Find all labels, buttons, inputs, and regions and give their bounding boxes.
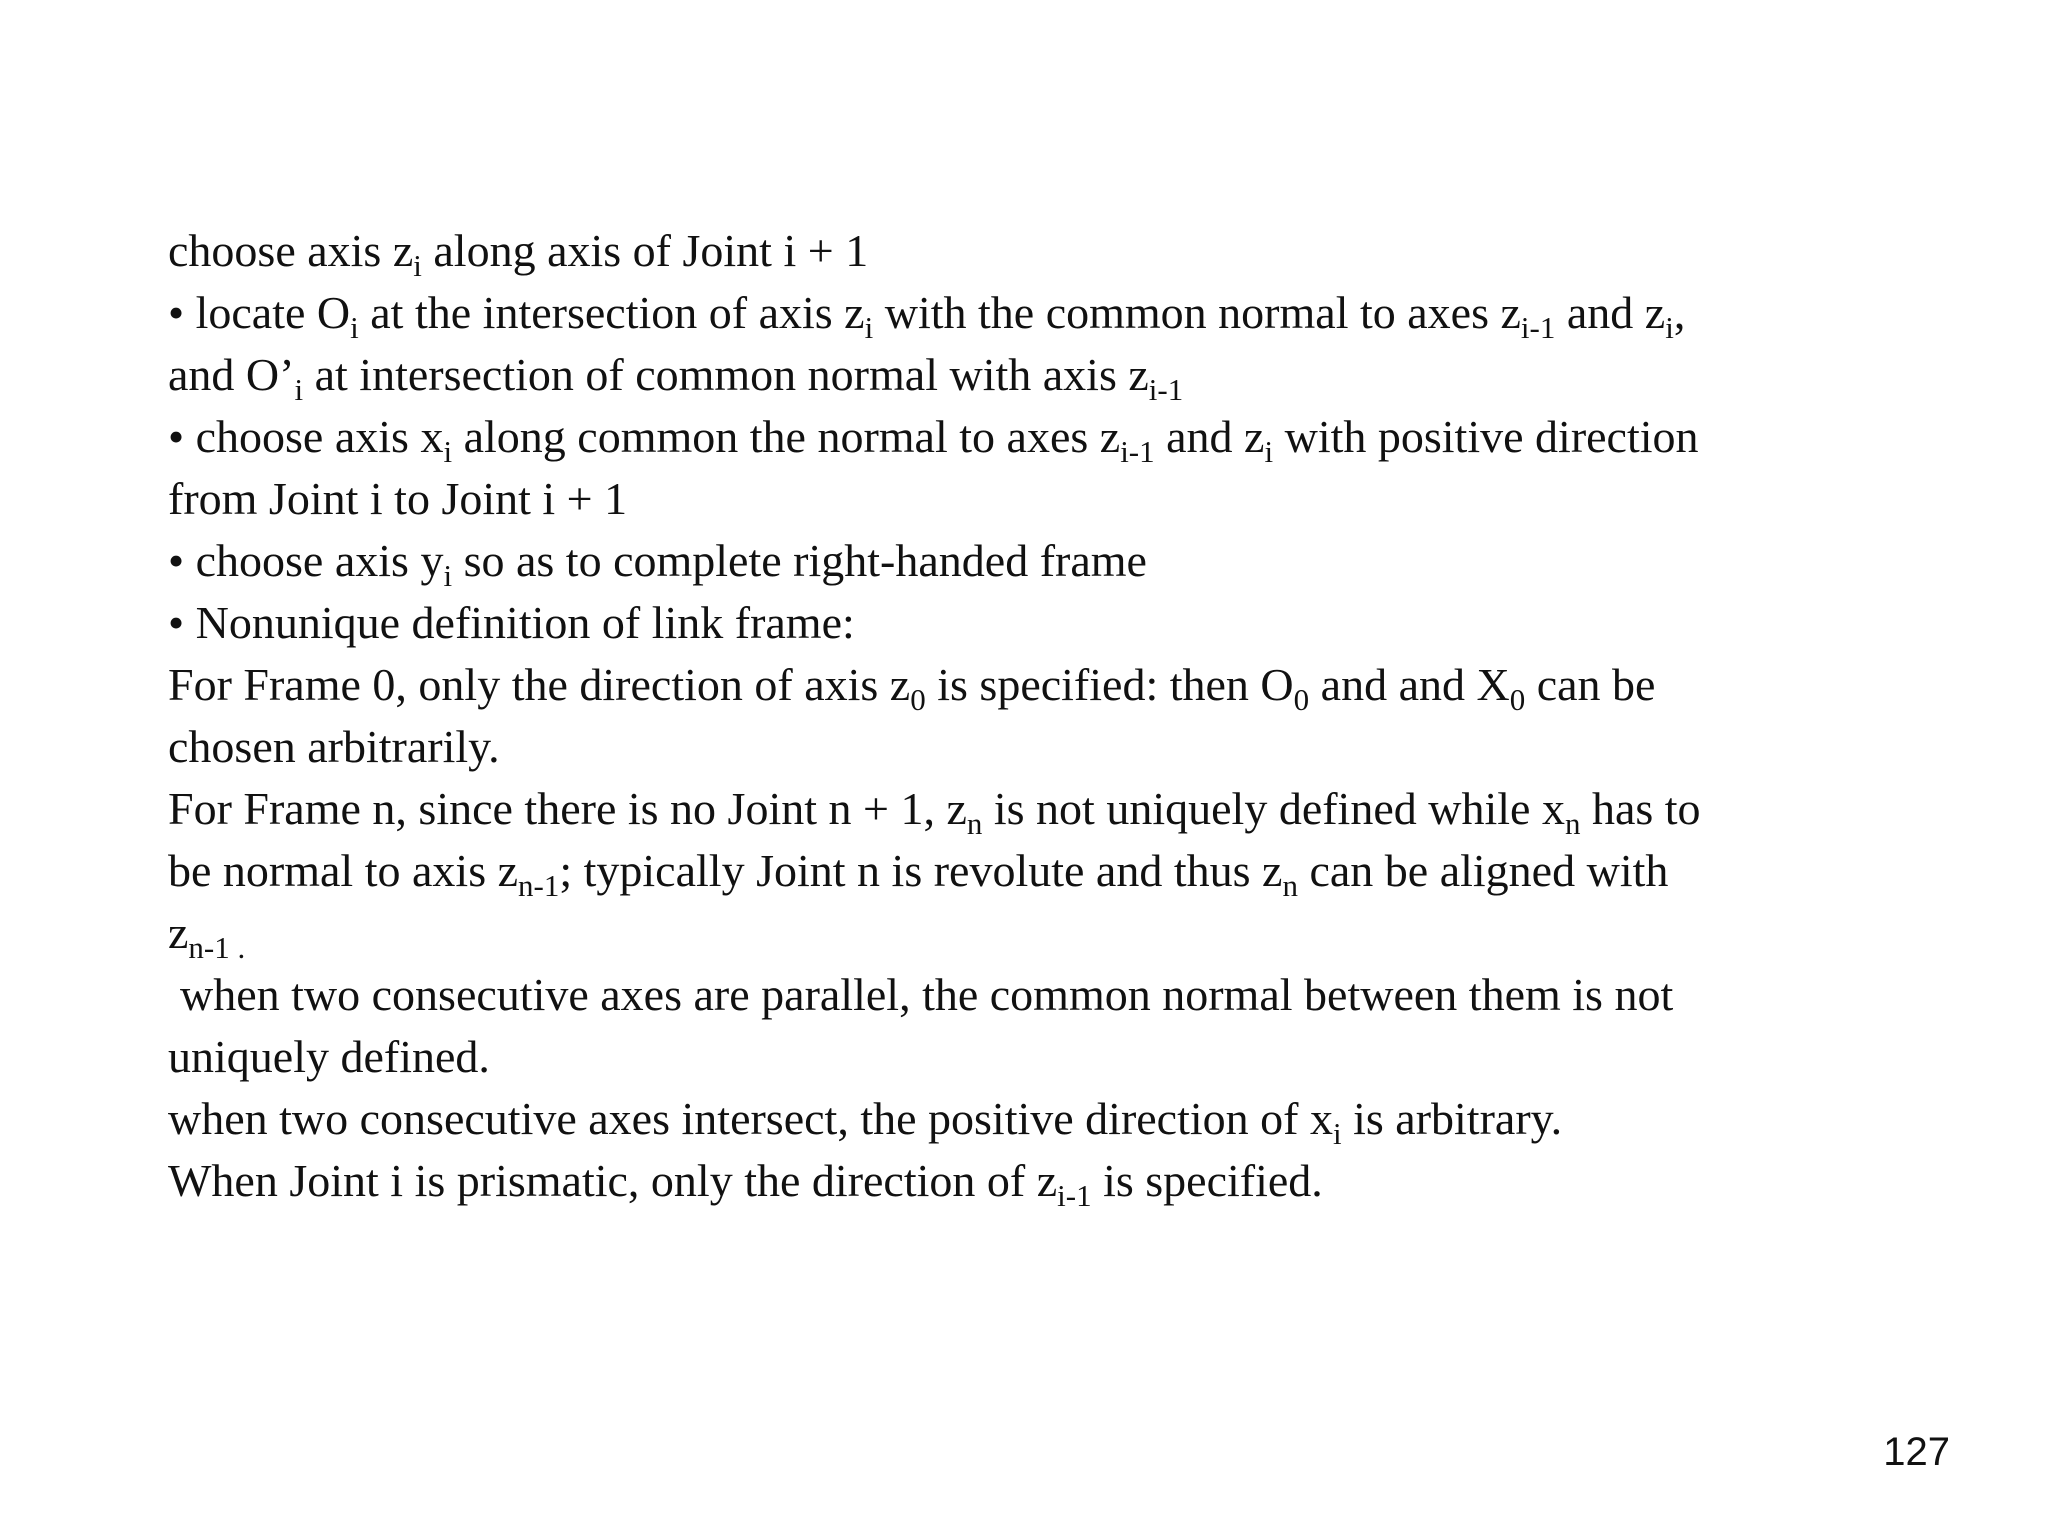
text-segment: is not uniquely defined while x: [982, 783, 1565, 834]
text-segment: from Joint i to Joint i + 1: [168, 473, 628, 524]
text-line-10: [168, 778, 1908, 840]
text-line-13: [168, 964, 1908, 1026]
text-line-3: [168, 344, 1908, 406]
text-line-9: [168, 716, 1908, 778]
text-line-8: [168, 654, 1908, 716]
text-segment: and z: [1555, 287, 1666, 338]
text-segment: when two consecutive axes intersect, the positive direction of x: [168, 1093, 1333, 1144]
slide-body-text: [168, 220, 1908, 1212]
text-segment: is specified.: [1091, 1155, 1323, 1206]
text-line-1: [168, 220, 1908, 282]
text-line-14: [168, 1026, 1908, 1088]
subscript: i: [1332, 1116, 1342, 1151]
subscript: i-1: [1148, 372, 1184, 407]
text-line-12: [168, 902, 1908, 964]
text-line-15: [168, 1088, 1908, 1150]
subscript: i: [1264, 434, 1274, 469]
text-segment: When Joint i is prismatic, only the direction of z: [168, 1155, 1058, 1206]
subscript: i: [443, 434, 453, 469]
subscript: i-1: [1520, 310, 1556, 345]
text-segment: has to: [1580, 783, 1701, 834]
text-segment: with positive direction: [1273, 411, 1699, 462]
subscript: i: [864, 310, 874, 345]
text-line-16: [168, 1150, 1908, 1212]
text-segment: and and X: [1309, 659, 1510, 710]
subscript: n: [1282, 868, 1298, 903]
text-line-11: [168, 840, 1908, 902]
text-segment: at the intersection of axis z: [358, 287, 865, 338]
text-segment: and z: [1154, 411, 1265, 462]
text-segment: choose axis z: [168, 225, 414, 276]
text-segment: be normal to axis z: [168, 845, 519, 896]
text-segment: uniquely defined.: [168, 1031, 490, 1082]
subscript: i: [1665, 310, 1674, 345]
text-segment: so as to complete right-handed frame: [452, 535, 1147, 586]
text-segment: ; typically Joint n is revolute and thus z: [559, 845, 1283, 896]
subscript: i-1: [1120, 434, 1155, 469]
subscript: 0: [1509, 682, 1526, 717]
text-segment: ,: [1673, 287, 1686, 338]
text-segment: along axis of Joint i + 1: [421, 225, 869, 276]
subscript: i: [413, 248, 422, 283]
text-line-6: [168, 530, 1908, 592]
text-line-5: [168, 468, 1908, 530]
text-line-2: [168, 282, 1908, 344]
text-segment: and O’: [168, 349, 295, 400]
text-segment: chosen arbitrarily.: [168, 721, 500, 772]
subscript: n: [966, 806, 983, 841]
subscript: n-1: [518, 868, 560, 903]
text-segment: is specified: then O: [925, 659, 1294, 710]
text-segment: along common the normal to axes z: [452, 411, 1121, 462]
text-segment: For Frame n, since there is no Joint n + 1, z: [168, 783, 967, 834]
subscript: n: [1564, 806, 1581, 841]
text-segment: • Nonunique definition of link frame:: [168, 597, 855, 648]
text-segment: can be aligned with: [1297, 845, 1669, 896]
subscript: i: [443, 558, 453, 593]
subscript: i: [350, 310, 359, 345]
text-segment: when two consecutive axes are parallel, the common normal between them is not: [180, 969, 1674, 1020]
text-segment: • choose axis x: [168, 411, 444, 462]
subscript: 0: [1293, 682, 1310, 717]
text-segment: can be: [1525, 659, 1656, 710]
text-line-7: [168, 592, 1908, 654]
text-segment: at intersection of common normal with axis z: [303, 349, 1149, 400]
subscript: i: [294, 372, 304, 407]
subscript: i-1: [1057, 1178, 1092, 1213]
page-number: 127: [1883, 1430, 1950, 1474]
text-segment: • choose axis y: [168, 535, 444, 586]
text-segment: with the common normal to axes z: [873, 287, 1521, 338]
subscript: n-1 .: [188, 930, 246, 965]
text-segment: For Frame 0, only the direction of axis z: [168, 659, 911, 710]
text-segment: is arbitrary.: [1341, 1093, 1563, 1144]
subscript: 0: [910, 682, 926, 717]
text-segment: z: [168, 907, 189, 958]
text-segment: • locate O: [168, 287, 351, 338]
text-line-4: [168, 406, 1908, 468]
